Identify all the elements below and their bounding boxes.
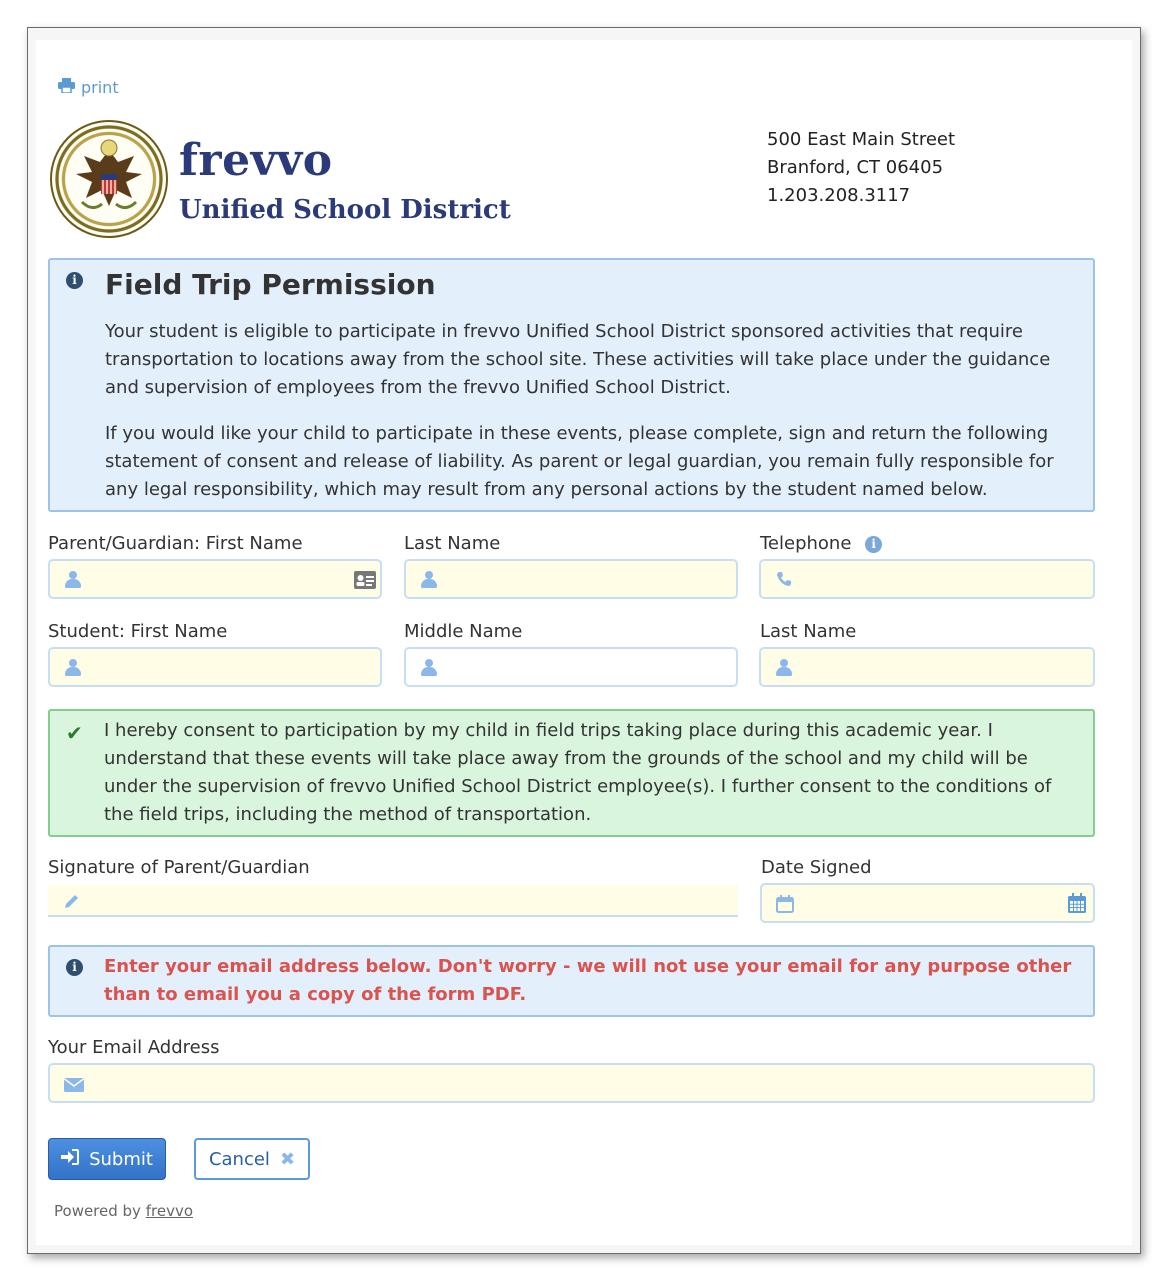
form-sheet <box>36 40 1132 1245</box>
info-icon: i <box>66 959 83 976</box>
cancel-button[interactable] <box>194 1138 310 1180</box>
parent-first-name-input[interactable] <box>48 559 382 599</box>
date-signed-label: Date Signed <box>761 857 872 878</box>
student-first-name-label: Student: First Name <box>48 621 228 642</box>
person-icon <box>421 571 437 589</box>
sign-in-icon <box>61 1149 79 1170</box>
cancel-label: Cancel <box>208 1148 270 1170</box>
contact-card-icon[interactable] <box>354 571 376 593</box>
signature-label: Signature of Parent/Guardian <box>48 857 310 878</box>
student-last-name-label: Last Name <box>760 621 857 642</box>
consent-box <box>48 709 1095 837</box>
person-icon <box>65 659 81 677</box>
form-window <box>27 27 1141 1254</box>
person-icon <box>776 659 792 677</box>
person-icon <box>421 659 437 677</box>
address-city: Branford, CT 06405 <box>767 157 944 178</box>
submit-button[interactable] <box>48 1138 166 1180</box>
intro-paragraph-2: If you would like your child to participate in these events, please complete, sign and return the following statement of consent and release of liability. As parent or legal guardian, you remain fully responsible for any legal responsibility, which may result from any personal actions by the student named below. <box>105 423 1054 500</box>
address-street: 500 East Main Street <box>767 129 956 150</box>
student-first-name-input[interactable] <box>48 647 382 687</box>
print-label: print <box>81 78 119 97</box>
pencil-icon <box>64 893 80 913</box>
intro-info-box <box>48 258 1095 512</box>
powered-by-text: Powered by <box>54 1202 141 1220</box>
phone-icon <box>776 571 792 591</box>
telephone-label <box>760 533 882 554</box>
person-icon <box>65 571 81 589</box>
envelope-icon <box>64 1077 84 1096</box>
submit-label: Submit <box>89 1148 153 1170</box>
consent-text: I hereby consent to participation by my child in field trips taking place during this academic year. I understand that these events will take place away from the grounds of the school and my child will be under the supervision of frevvo Unified School District employee(s). I further consent to the conditions of the field trips, including the method of transportation. <box>104 720 1052 825</box>
frevvo-link[interactable]: frevvo <box>145 1202 194 1220</box>
printer-icon <box>58 78 75 97</box>
check-icon: ✔ <box>66 721 83 745</box>
info-icon: i <box>66 272 83 289</box>
calendar-picker-icon[interactable] <box>1068 893 1086 917</box>
student-middle-name-label: Middle Name <box>404 621 523 642</box>
student-last-name-input[interactable] <box>759 647 1095 687</box>
close-icon: ✖ <box>279 1148 296 1170</box>
brand-subtitle: Unified School District <box>179 195 511 225</box>
calendar-icon <box>776 895 794 917</box>
date-signed-input[interactable] <box>760 883 1095 923</box>
address-phone: 1.203.208.3117 <box>767 185 911 206</box>
help-info-icon[interactable]: i <box>865 536 882 553</box>
signature-field[interactable] <box>48 885 738 917</box>
email-input[interactable] <box>48 1063 1095 1103</box>
email-label: Your Email Address <box>48 1037 220 1058</box>
powered-by <box>54 1202 193 1220</box>
parent-first-name-label: Parent/Guardian: First Name <box>48 533 303 554</box>
print-link[interactable] <box>58 78 119 97</box>
email-note-box <box>48 945 1095 1017</box>
district-seal-logo <box>50 120 168 238</box>
email-note-text: Enter your email address below. Don't worry - we will not use your email for any purpose other than to email you a copy of the form PDF. <box>104 956 1072 1005</box>
telephone-input[interactable] <box>759 559 1095 599</box>
parent-last-name-label: Last Name <box>404 533 501 554</box>
brand-name: frevvo <box>179 135 333 186</box>
student-middle-name-input[interactable] <box>404 647 738 687</box>
parent-last-name-input[interactable] <box>404 559 738 599</box>
telephone-label-text: Telephone <box>760 533 852 554</box>
address-block <box>767 126 955 210</box>
intro-paragraph-1: Your student is eligible to participate in frevvo Unified School District sponsored activities that require transportation to locations away from the school site. These activities will take place under the guidance and supervision of employees from the frevvo Unified School District. <box>105 321 1051 398</box>
form-title: Field Trip Permission <box>105 268 436 301</box>
